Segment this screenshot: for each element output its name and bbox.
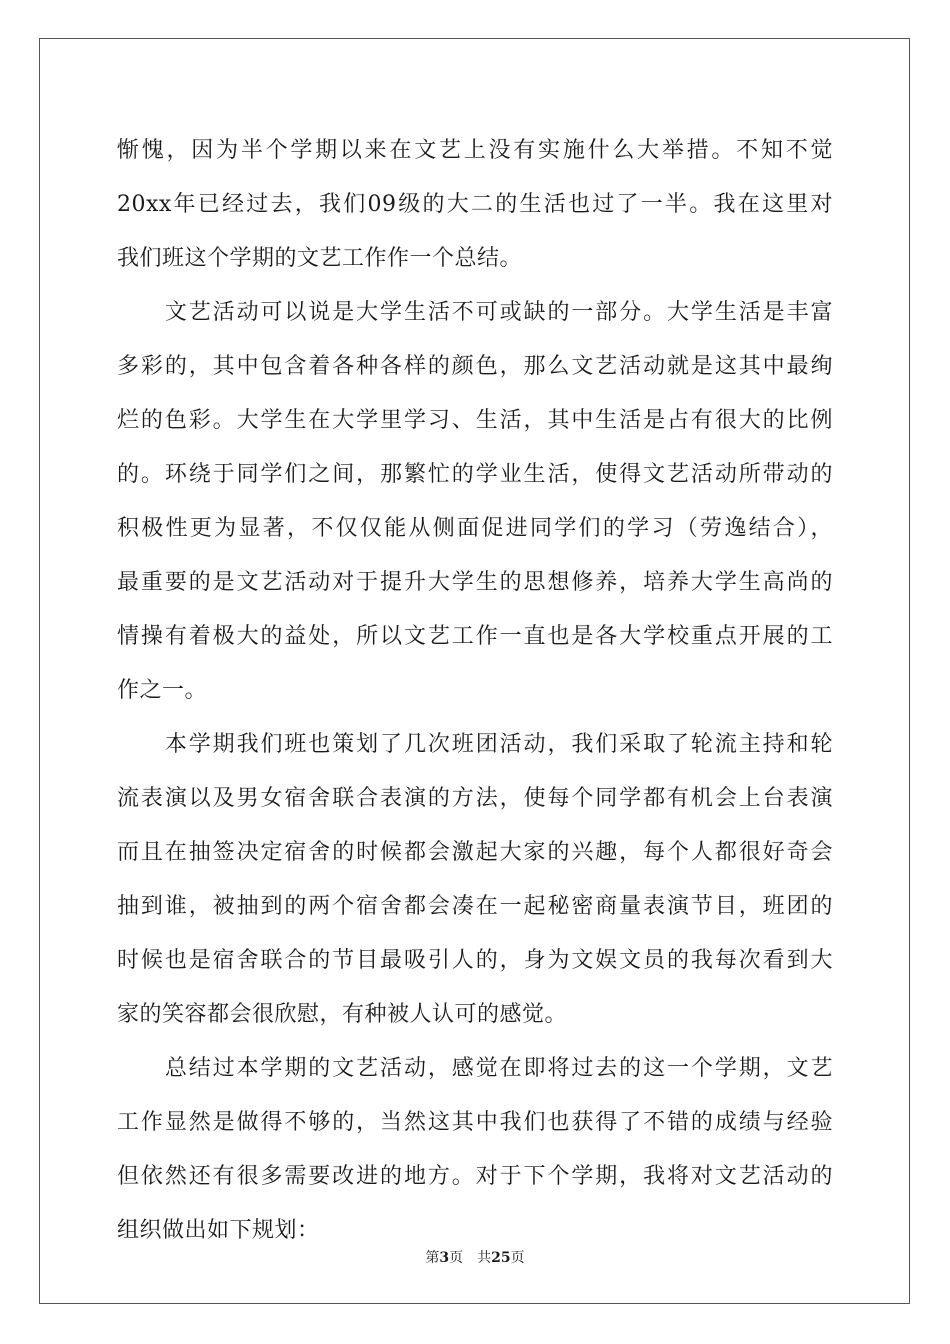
footer-middle: 页 共 bbox=[449, 1250, 492, 1266]
text-line: 20xx年已经过去，我们09级的大二的生活也过了一半。我在这里对 bbox=[117, 192, 833, 217]
text-line: 最重要的是文艺活动对于提升大学生的思想修养，培养大学生高尚的 bbox=[117, 570, 833, 595]
text-line: 情操有着极大的益处，所以文艺工作一直也是各大学校重点开展的工 bbox=[117, 624, 833, 649]
current-page-number: 3 bbox=[439, 1250, 450, 1266]
text-line: 我们班这个学期的文艺工作作一个总结。 bbox=[117, 246, 523, 271]
text-line: 总结过本学期的文艺活动，感觉在即将过去的这一个学期，文艺 bbox=[117, 1056, 833, 1081]
text-line: 多彩的，其中包含着各种各样的颜色，那么文艺活动就是这其中最绚 bbox=[117, 354, 833, 379]
text-line: 的。环绕于同学们之间，那繁忙的学业生活，使得文艺活动所带动的 bbox=[117, 462, 833, 487]
text-line: 流表演以及男女宿舍联合表演的方法，使每个同学都有机会上台表演 bbox=[117, 786, 833, 811]
text-line: 抽到谁，被抽到的两个宿舍都会凑在一起秘密商量表演节目，班团的 bbox=[117, 894, 833, 919]
text-line: 而且在抽签决定宿舍的时候都会激起大家的兴趣，每个人都很好奇会 bbox=[117, 840, 833, 865]
text-line: 作之一。 bbox=[117, 678, 208, 703]
text-line: 组织做出如下规划： bbox=[117, 1218, 320, 1243]
text-line: 家的笑容都会很欣慰，有种被人认可的感觉。 bbox=[117, 1002, 568, 1027]
document-body bbox=[117, 124, 833, 1258]
footer-prefix: 第 bbox=[425, 1250, 440, 1266]
text-line: 文艺活动可以说是大学生活不可或缺的一部分。大学生活是丰富 bbox=[117, 300, 833, 325]
text-line: 惭愧，因为半个学期以来在文艺上没有实施什么大举措。不知不觉 bbox=[117, 138, 833, 163]
text-line: 积极性更为显著，不仅仅能从侧面促进同学们的学习（劳逸结合）， bbox=[117, 516, 833, 541]
text-line: 本学期我们班也策划了几次班团活动，我们采取了轮流主持和轮 bbox=[117, 732, 833, 757]
text-line: 工作显然是做得不够的，当然这其中我们也获得了不错的成绩与经验 bbox=[117, 1110, 833, 1135]
text-line: 时候也是宿舍联合的节目最吸引人的，身为文娱文员的我每次看到大 bbox=[117, 948, 833, 973]
text-line: 烂的色彩。大学生在大学里学习、生活，其中生活是占有很大的比例 bbox=[117, 408, 833, 433]
total-page-count: 25 bbox=[491, 1250, 511, 1266]
text-line: 但依然还有很多需要改进的地方。对于下个学期，我将对文艺活动的 bbox=[117, 1164, 833, 1189]
footer-suffix: 页 bbox=[510, 1250, 525, 1266]
page-footer bbox=[0, 1247, 950, 1267]
